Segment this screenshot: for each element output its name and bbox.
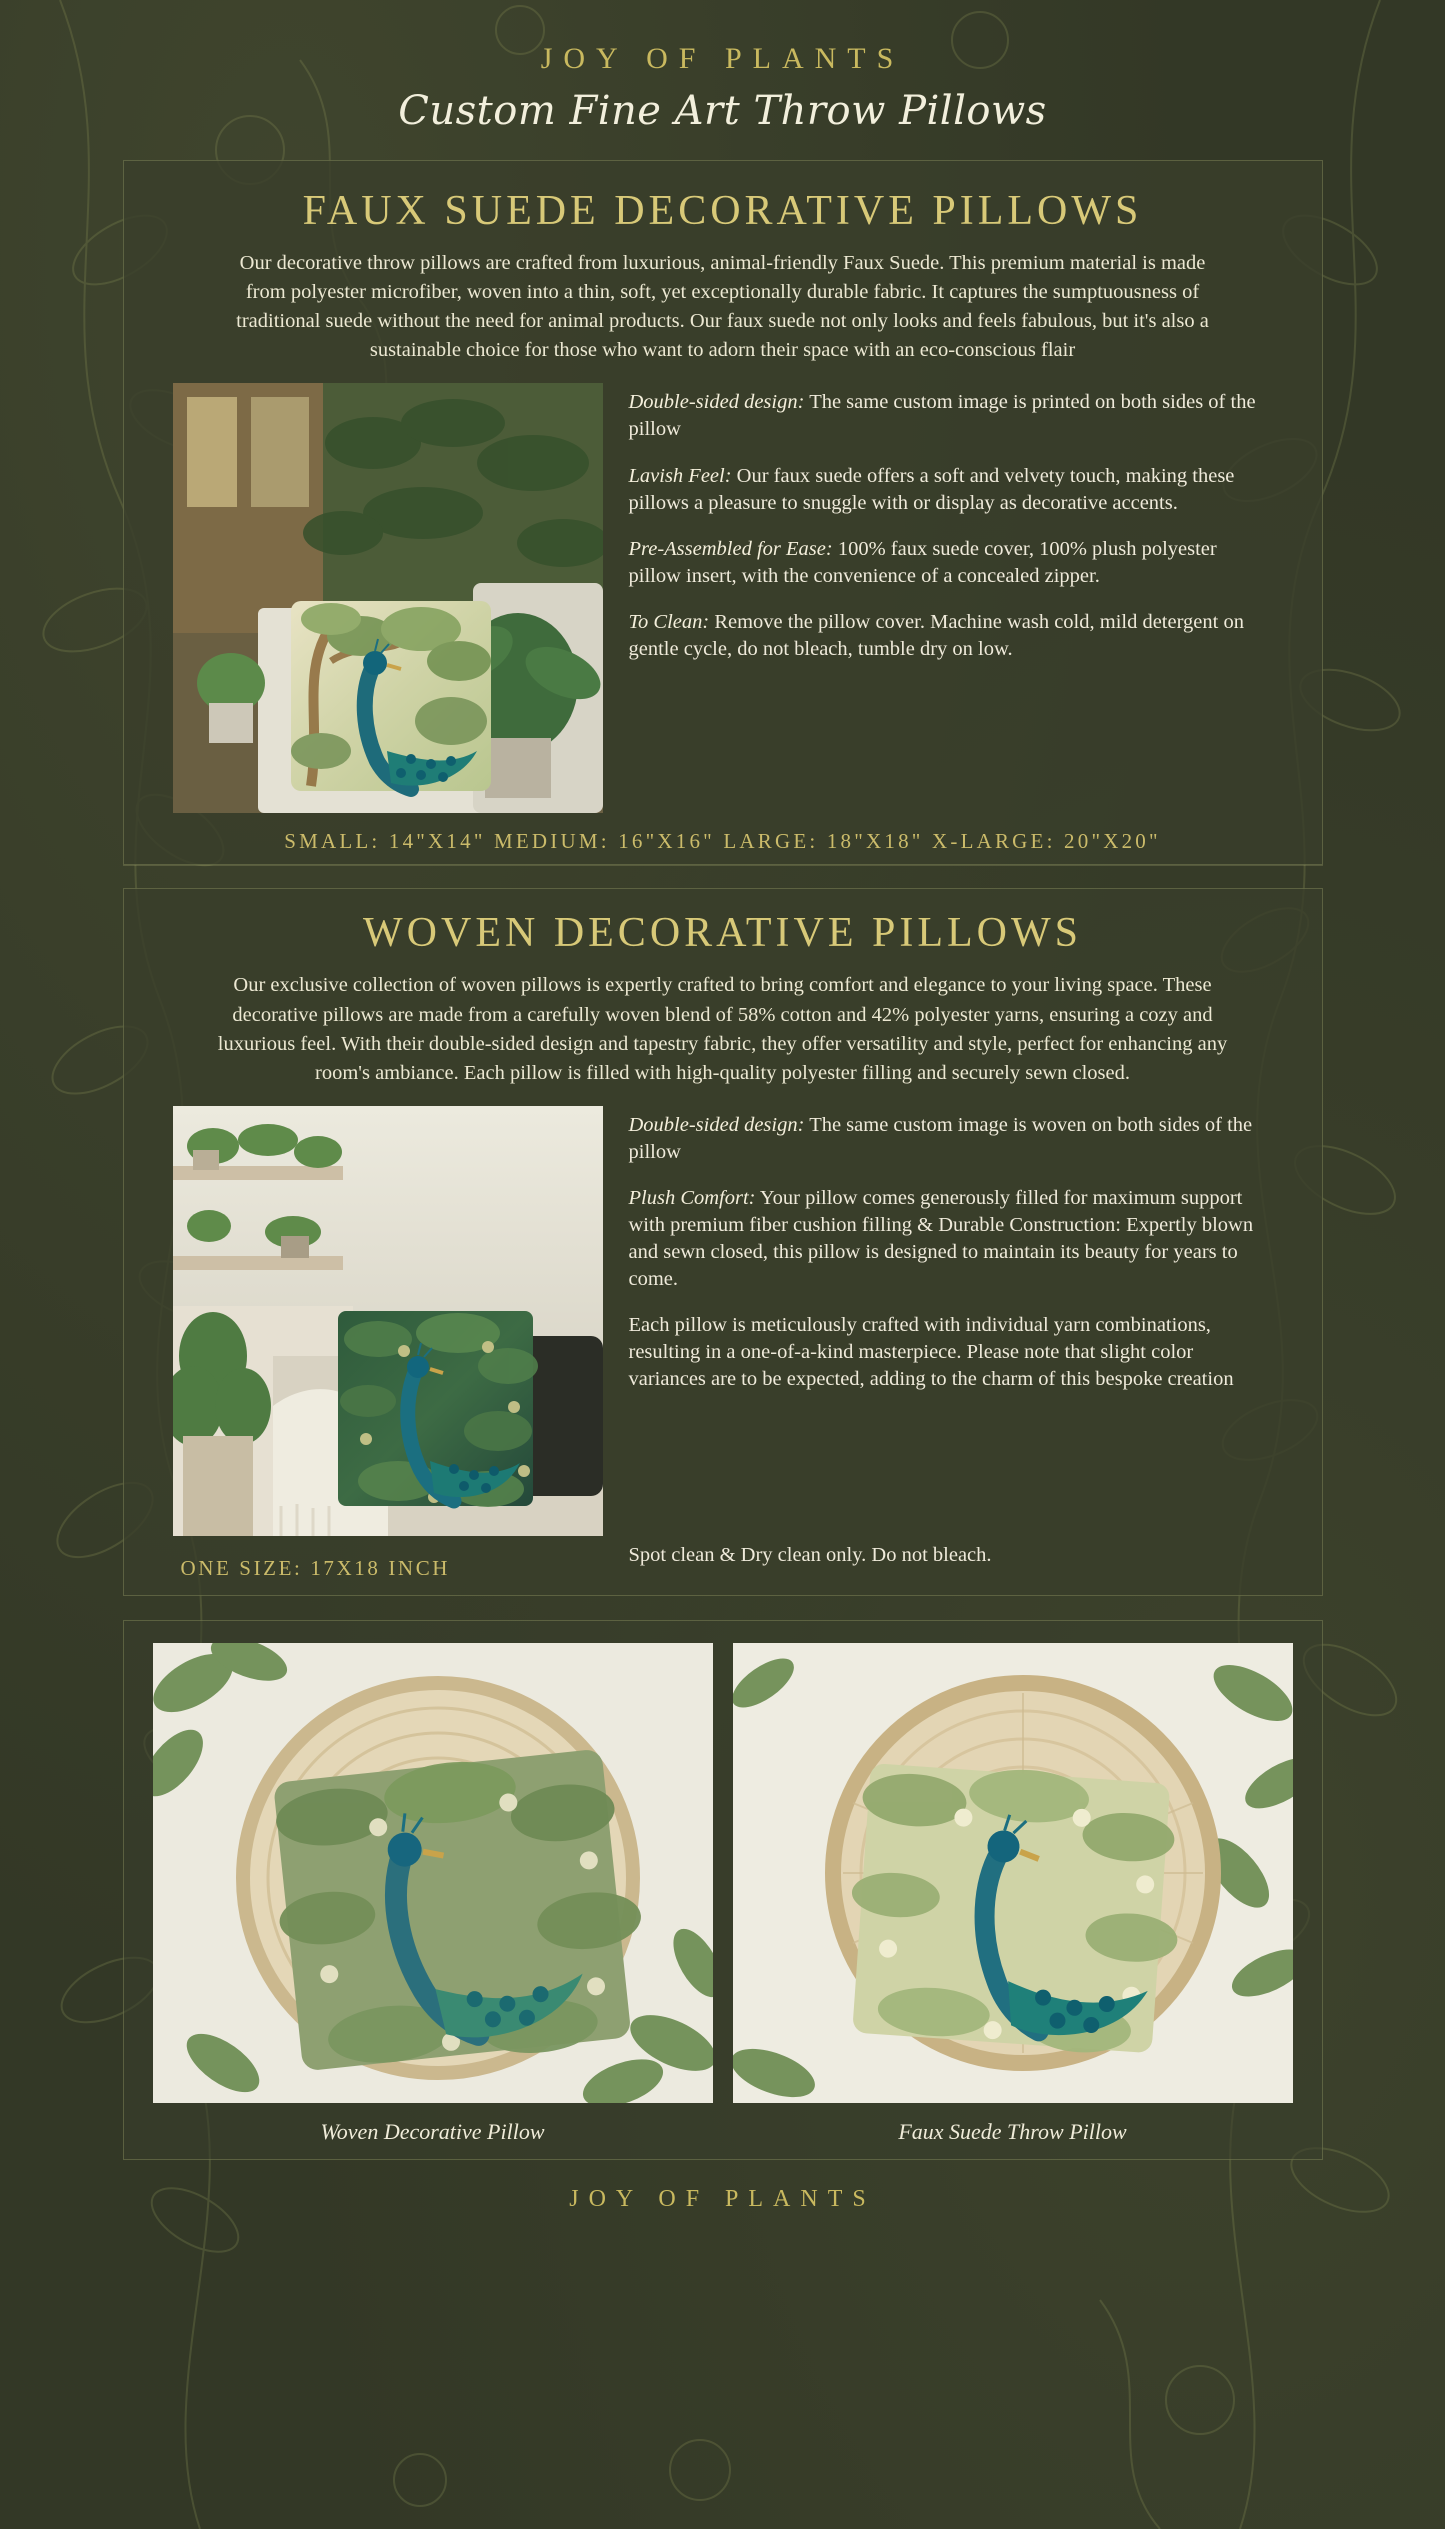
product-image-woven — [173, 1106, 603, 1536]
gallery-caption: Faux Suede Throw Pillow — [898, 2118, 1127, 2144]
feature-text: Your pillow comes generously filled for maximum support with premium fiber cushion filling & Durable Construction: Expertly blown and sewn closed, this pillow is designed to maintain its beauty for years to come. — [628, 1186, 1254, 1291]
feature-item — [629, 1112, 1273, 1166]
size-options-woven: ONE SIZE: 17X18 INCH — [180, 1555, 451, 1580]
feature-text: Our faux suede offers a soft and velvety touch, making these pillows a pleasure to snuggle with or display as decorative accents. — [628, 464, 1235, 514]
faux-suede-photo-illustration — [173, 383, 603, 813]
gallery-caption: Woven Decorative Pillow — [320, 2118, 545, 2144]
feature-item — [629, 609, 1273, 663]
brand-name: JOY OF PLANTS — [540, 42, 905, 75]
faux-suede-tray-photo-illustration — [733, 1643, 1293, 2103]
feature-text: The same custom image is woven on both sides of the pillow — [628, 1113, 1253, 1163]
feature-item — [629, 536, 1273, 590]
feature-item — [629, 1185, 1273, 1293]
feature-lead: To Clean: — [628, 610, 710, 633]
section-gallery — [123, 1620, 1323, 2160]
section-woven — [123, 888, 1323, 1595]
footer-brand: JOY OF PLANTS — [569, 2185, 876, 2212]
feature-text: Each pillow is meticulously crafted with individual yarn combinations, resulting in a one-of-a-kind masterpiece. Please note that slight color variances are to be expected, adding to the charm of this bespoke creation — [628, 1314, 1234, 1391]
brand-tagline: Custom Fine Art Throw Pillows — [398, 88, 1047, 134]
section-faux-suede — [123, 160, 1323, 865]
section-title-woven: WOVEN DECORATIVE PILLOWS — [363, 910, 1082, 957]
feature-item — [629, 463, 1273, 517]
feature-lead: Lavish Feel: — [628, 464, 732, 487]
feature-list-faux-suede — [629, 383, 1273, 662]
feature-text: Remove the pillow cover. Machine wash cold, mild detergent on gentle cycle, do not bleach, tumble dry on low. — [628, 610, 1244, 660]
gallery-item — [733, 1643, 1293, 2145]
product-image-faux-suede — [173, 383, 603, 813]
feature-text: The same custom image is printed on both sides of the pillow — [628, 391, 1256, 441]
gallery-item — [153, 1643, 713, 2145]
feature-lead: Plush Comfort: — [628, 1186, 756, 1209]
size-options-faux-suede: SMALL: 14"X14" MEDIUM: 16"X16" LARGE: 18"X18" X-LARGE: 20"X20" — [284, 829, 1161, 854]
section-intro-woven: Our exclusive collection of woven pillows is expertly crafted to bring comfort and elegance to your living space. These decorative pillows are made from a carefully woven blend of 58% cotton and 42% polyester yarns, ensuring a cozy and luxurious feel. With their double-sided design and tapestry fabric, they offer versatility and style, perfect for enhancing any room's ambiance. Each pillow is filled with high-quality polyester filling and securely sewn closed. — [217, 974, 1228, 1084]
woven-photo-illustration — [173, 1106, 603, 1536]
gallery-image-woven — [153, 1643, 713, 2103]
feature-lead: Double-sided design: — [628, 1113, 805, 1136]
section-title-faux-suede: FAUX SUEDE DECORATIVE PILLOWS — [302, 188, 1143, 234]
gallery-image-faux-suede — [733, 1643, 1293, 2103]
section-divider — [123, 865, 1323, 866]
feature-item — [629, 1312, 1273, 1393]
masthead — [0, 0, 1445, 134]
feature-item — [629, 389, 1273, 443]
woven-basket-photo-illustration — [153, 1643, 713, 2103]
feature-lead: Pre-Assembled for Ease: — [628, 537, 833, 560]
feature-text: 100% faux suede cover, 100% plush polyester pillow insert, with the convenience of a concealed zipper. — [628, 537, 1217, 587]
section-intro-faux-suede: Our decorative throw pillows are crafted from luxurious, animal-friendly Faux Suede. This premium material is made from polyester microfiber, woven into a thin, soft, yet exceptionally durable fabric. It captures the sumptuousness of traditional suede without the need for animal products. Our faux suede not only looks and feels fabulous, but it's also a sustainable choice for those who want to adorn their space with an eco-conscious flair — [236, 252, 1209, 362]
care-instructions-woven: Spot clean & Dry clean only. Do not bleach. — [628, 1543, 992, 1566]
feature-list-woven — [629, 1106, 1273, 1393]
feature-lead: Double-sided design: — [628, 391, 805, 414]
